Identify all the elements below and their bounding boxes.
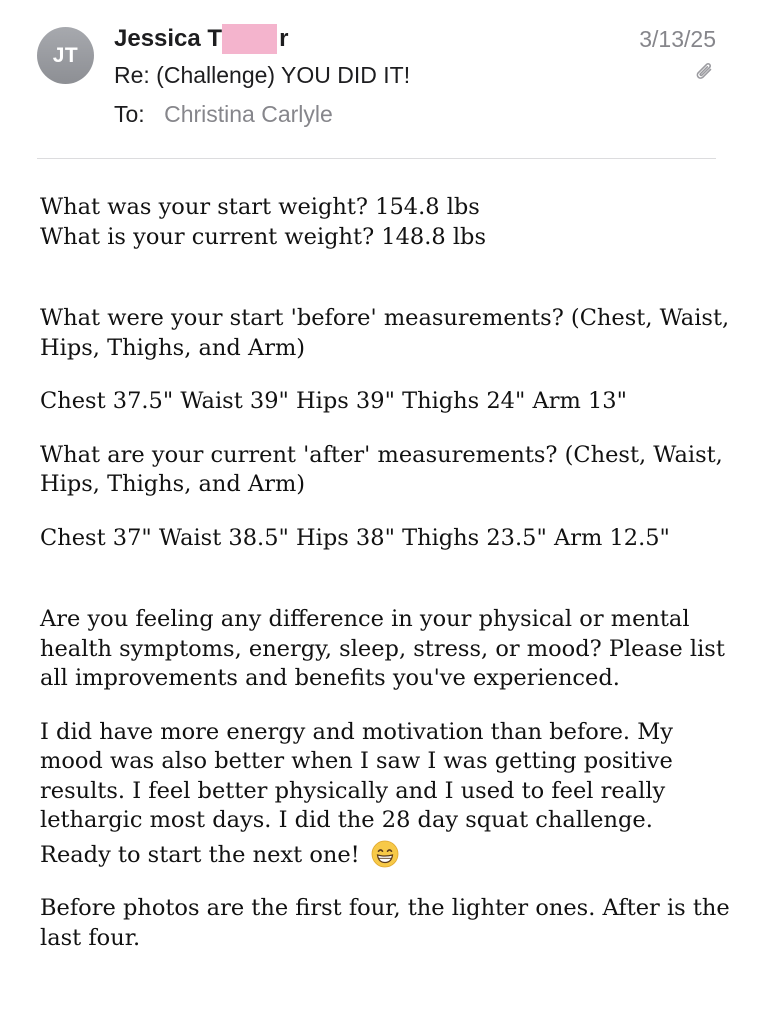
- feelings-question: Are you feeling any difference in your physical or mental health symptoms, energy, sleep, stress, or mood? Please list all improvements and benefits you've experienced.: [40, 606, 725, 691]
- avatar-initials: JT: [52, 43, 79, 67]
- recipient-name[interactable]: Christina Carlyle: [164, 101, 333, 127]
- ready-text: Ready to start the next one!: [40, 841, 360, 868]
- email-body: [40, 193, 740, 953]
- sender-avatar[interactable]: [37, 27, 94, 84]
- sender-name-last: r: [279, 25, 289, 52]
- email-subject: Re: (Challenge) YOU DID IT!: [114, 62, 411, 88]
- message-header: [0, 0, 764, 160]
- photos-note: Before photos are the first four, the lighter ones. After is the last four.: [40, 895, 730, 951]
- current-weight-line: What is your current weight? 148.8 lbs: [40, 223, 487, 250]
- sender-name-first: Jessica T: [114, 25, 223, 52]
- start-weight-line: What was your start weight? 154.8 lbs: [40, 194, 480, 220]
- before-measurements-question: What were your start 'before' measurements? (Chest, Waist, Hips, Thighs, and Arm): [40, 305, 730, 361]
- header-divider: [37, 158, 716, 159]
- after-measurements-question: What are your current 'after' measurements? (Chest, Waist, Hips, Thighs, and Arm): [40, 441, 723, 497]
- ready-line: [40, 840, 740, 871]
- before-measurements-answer: Chest 37.5" Waist 39" Hips 39" Thighs 24" Arm 13": [40, 388, 627, 414]
- redaction-block: [222, 24, 277, 54]
- recipient-row: [114, 101, 333, 128]
- after-measurements-answer: Chest 37" Waist 38.5" Hips 38" Thighs 23.5" Arm 12.5": [40, 524, 670, 551]
- to-label: To:: [114, 101, 145, 127]
- grinning-face-icon: [371, 840, 399, 868]
- paperclip-icon[interactable]: [694, 60, 716, 84]
- feelings-answer: I did have more energy and motivation than before. My mood was also better when I saw I was getting positive results. I feel better physically and I used to feel really lethargic most days. I did the 28 day squat challenge.: [40, 718, 673, 833]
- sender-name[interactable]: [114, 24, 288, 54]
- email-date: 3/13/25: [639, 26, 716, 52]
